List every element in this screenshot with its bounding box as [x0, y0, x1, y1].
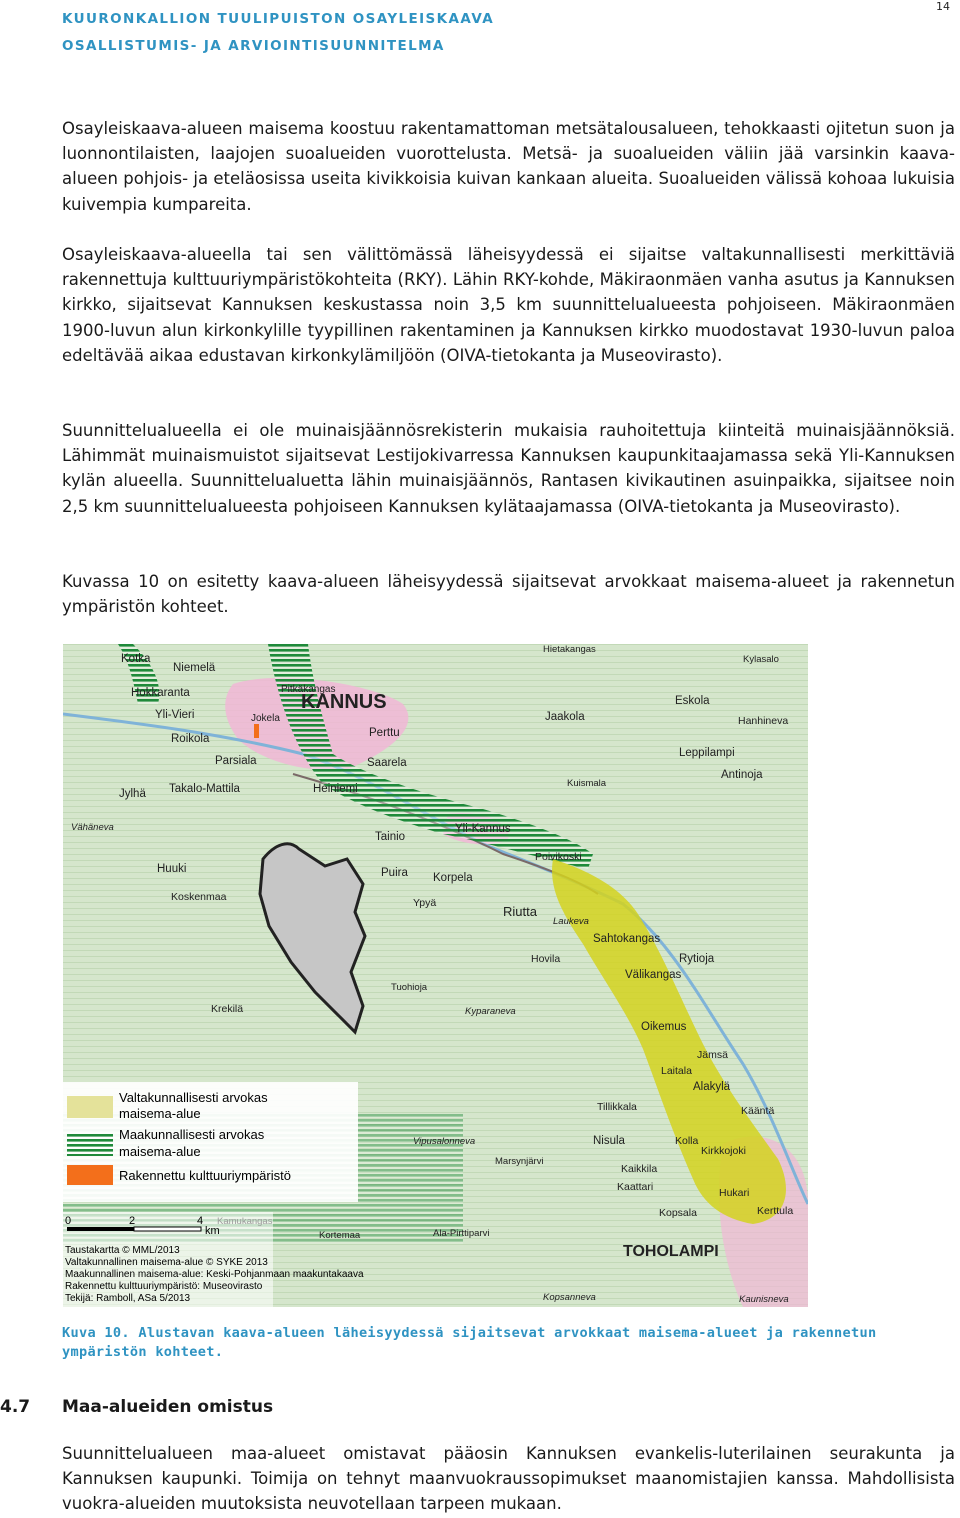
label-hukari: Hukari — [719, 1187, 750, 1199]
label-alakyla: Alakylä — [693, 1081, 731, 1093]
label-kuismala: Kuismala — [567, 778, 607, 789]
credit-line4: Rakennettu kulttuuriympäristö: Museovirasto — [65, 1281, 263, 1292]
label-kortemaa: Kortemaa — [319, 1230, 361, 1241]
label-hovila: Hovila — [531, 953, 561, 965]
label-kaunisneva: Kaunisneva — [739, 1294, 789, 1305]
paragraph-landscape: Osayleiskaava-alueen maisema koostuu rakentamattoman metsätalousalueen, tehokkaasti ojitetun suon ja luonnontilaisten, laajojen suoalueiden vuorottelusta. Metsä- ja suoalueiden väliin jää varsinkin kaava-alueen pohjois- ja eteläosissa useita kivikkoisia kuivan kankaan alueita. Suoalueiden välissä kohoaa lukuisia kuivempia kumpareita. — [62, 119, 955, 214]
label-saarela: Saarela — [367, 757, 407, 769]
label-valikangas: Välikangas — [625, 969, 682, 981]
label-toholampi: TOHOLAMPI — [623, 1243, 719, 1260]
header-subtitle: OSALLISTUMIS- JA ARVIOINTISUUNNITELMA — [62, 38, 445, 54]
legend-swatch-built — [67, 1165, 113, 1185]
label-perttu: Perttu — [369, 727, 400, 739]
credit-line5: Tekijä: Ramboll, ASa 5/2013 — [65, 1293, 191, 1304]
map-legend — [63, 1082, 358, 1202]
header-title: KUURONKALLION TUULIPUISTON OSAYLEISKAAVA — [62, 11, 495, 27]
label-ylivieri: Yli-Vieri — [155, 709, 195, 721]
label-rytioja: Rytioja — [679, 953, 715, 965]
section-number: 4.7 — [0, 1397, 31, 1417]
label-vipusalonneva: Vipusalonneva — [413, 1136, 476, 1147]
section-title: Maa-alueiden omistus — [62, 1397, 274, 1417]
label-parsiala: Parsiala — [215, 755, 257, 767]
legend-national-line1: Valtakunnallisesti arvokas — [119, 1090, 268, 1105]
label-jamsa: Jämsä — [697, 1049, 728, 1061]
label-kolla: Kolla — [675, 1135, 699, 1147]
label-kopsanneva: Kopsanneva — [543, 1292, 596, 1303]
legend-regional-line2: maisema-alue — [119, 1144, 201, 1159]
paragraph-figure-reference: Kuvassa 10 on esitetty kaava-alueen läheisyydessä sijaitsevat arvokkaat maisema-alueet ja rakennetun ympäristön kohteet. — [62, 572, 955, 617]
label-laukeva: Laukeva — [553, 916, 589, 927]
label-poivikoski: Poivikoski — [535, 851, 582, 863]
label-kaanta: Kääntä — [741, 1105, 775, 1117]
label-takalomattila: Takalo-Mattila — [169, 783, 240, 795]
scale-two: 2 — [129, 1215, 136, 1227]
label-kaikkila: Kaikkila — [621, 1163, 658, 1175]
label-kaattari: Kaattari — [617, 1181, 654, 1193]
label-marsynjarvi: Marsynjärvi — [495, 1156, 544, 1167]
label-kannus: KANNUS — [301, 691, 387, 713]
label-laitala: Laitala — [661, 1065, 692, 1077]
label-ylikannus: Yli-Kannus — [455, 823, 511, 835]
legend-swatch-regional — [67, 1134, 113, 1156]
label-ypya: Ypyä — [413, 897, 437, 909]
label-tillikkala: Tillikkala — [597, 1101, 637, 1113]
label-kylasalo: Kylasalo — [743, 654, 779, 665]
label-jylha: Jylhä — [119, 788, 146, 800]
paragraph-land-ownership: Suunnittelualueen maa-alueet omistavat pääosin Kannuksen evankelis-luterilainen seurakunta ja Kannuksen kaupunki. Toimija on tehnyt maanvuokraussopimukset maanomistajien kanssa. Mahdollisista vuokra-alueiden muutoksista neuvotellaan tarpeen mukaan. — [62, 1444, 955, 1514]
label-hietakangas: Hietakangas — [543, 644, 596, 655]
credit-line1: Taustakartta © MML/2013 — [65, 1245, 180, 1256]
scale-four: 4 — [197, 1215, 204, 1227]
label-huuki: Huuki — [157, 863, 187, 875]
scale-segment-1 — [67, 1227, 134, 1231]
label-jaakola: Jaakola — [545, 711, 585, 723]
legend-swatch-national — [67, 1096, 113, 1118]
label-antinoja: Antinoja — [721, 769, 763, 781]
label-leppilampi: Leppilampi — [679, 747, 735, 759]
label-puira: Puira — [381, 867, 408, 879]
label-tuohioja: Tuohioja — [391, 982, 428, 993]
label-hanhineva: Hanhineva — [738, 715, 789, 727]
label-oikemus: Oikemus — [641, 1021, 687, 1033]
label-hokkaranta: Hokkaranta — [131, 687, 190, 699]
legend-built: Rakennettu kulttuuriympäristö — [119, 1168, 291, 1183]
scale-zero: 0 — [65, 1215, 72, 1227]
label-kekkila: Krekilä — [211, 1003, 244, 1015]
label-nisula: Nisula — [593, 1135, 625, 1147]
scale-unit: km — [205, 1225, 220, 1237]
legend-regional-line1: Maakunnallisesti arvokas — [119, 1127, 265, 1142]
label-kyparaneva: Kyparaneva — [465, 1006, 516, 1017]
credit-line2: Valtakunnallinen maisema-alue © SYKE 2013 — [65, 1257, 268, 1268]
label-eskola: Eskola — [675, 695, 710, 707]
label-tainio: Tainio — [375, 831, 406, 843]
figure-caption: Kuva 10. Alustavan kaava-alueen läheisyydessä sijaitsevat arvokkaat maisema-alueet ja rakennetun ympäristön kohteet. — [62, 1325, 877, 1360]
label-pitkakangas: Pitkäkangas — [281, 684, 336, 695]
credit-line3: Maakunnallinen maisema-alue: Keski-Pohjanmaan maakuntakaava — [65, 1269, 364, 1280]
label-vahaneva: Vähäneva — [71, 822, 114, 833]
label-roikola: Roikola — [171, 733, 210, 745]
label-riutta: Riutta — [503, 904, 537, 919]
label-sahtokangas: Sahtokangas — [593, 933, 661, 945]
label-heiniemi: Heiniemi — [313, 783, 358, 795]
scale-segment-2 — [134, 1227, 201, 1231]
label-korpela: Korpela — [433, 872, 473, 884]
label-kotka: Kotka — [121, 653, 151, 665]
label-kerttula: Kerttula — [757, 1205, 794, 1217]
label-niemela: Niemelä — [173, 662, 216, 674]
label-kirkkojoki: Kirkkojoki — [701, 1145, 746, 1157]
label-alapirttiparvi: Ala-Pirttiparvi — [433, 1228, 490, 1239]
landscape-map — [63, 644, 808, 1307]
paragraph-rky: Osayleiskaava-alueella tai sen välittömässä läheisyydessä ei sijaitse valtakunnallisesti merkittäviä rakennettuja kulttuuriympäristökohteita (RKY). Lähin RKY-kohde, Mäkiraonmäen vanha asutus ja Kannuksen kirkko, sijaitsevat Kannuksen keskustassa noin 3,5 km suunnittelualueesta pohjoiseen. Mäkiraonmäen 1900-luvun alun kirkonkylille tyypillinen rakentaminen ja Kannuksen kirkko muodostavat 1930-luvun paloa edeltävää aikaa edustavan kirkonkylämiljöön (OIVA-tietokanta ja Museovirasto). — [62, 245, 955, 365]
built-heritage-kannus — [254, 724, 259, 738]
label-kopsala: Kopsala — [659, 1207, 697, 1219]
page-number: 14 — [936, 0, 950, 13]
label-koskenmaa: Koskenmaa — [171, 891, 227, 903]
label-jokela: Jokela — [251, 713, 280, 724]
legend-national-line2: maisema-alue — [119, 1106, 201, 1121]
paragraph-antiquities: Suunnittelualueella ei ole muinaisjäännösrekisterin mukaisia rauhoitettuja kiinteitä muinaisjäännöksiä. Lähimmät muinaismuistot sijaitsevat Lestijokivarressa Kannuksen kaupunkitaajamassa sekä Yli-Kannuksen kylän alueella. Suunnittelualuetta lähin muinaisjäännös, Rantasen kivikautinen asuinpaikka, sijaitsee noin 2,5 km suunnittelualueesta pohjoiseen Kannuksen kylätaajamassa (OIVA-tietokanta ja Museovirasto). — [62, 421, 955, 516]
